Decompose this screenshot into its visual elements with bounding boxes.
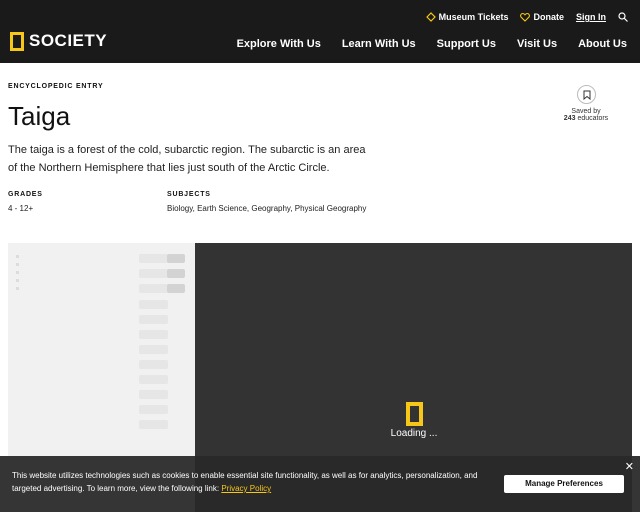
loading-logo-icon: [406, 402, 423, 426]
bookmark-icon: [583, 90, 591, 100]
placeholder-bar: [139, 300, 168, 309]
nav-explore-with-us[interactable]: Explore With Us: [236, 38, 321, 50]
donate-link[interactable]: [520, 12, 564, 22]
nav-support-us[interactable]: Support Us: [436, 38, 496, 50]
cookie-message: [12, 469, 492, 495]
search-icon[interactable]: [618, 12, 628, 22]
placeholder-bar: [139, 315, 168, 324]
logo-frame-icon: [10, 32, 24, 51]
close-icon[interactable]: ✕: [624, 461, 634, 473]
saved-count: 243: [563, 115, 576, 122]
placeholder-bar: [139, 284, 168, 293]
heart-icon: [520, 12, 530, 22]
utility-bar: [426, 12, 628, 22]
placeholder-bar: [139, 254, 168, 263]
loading-indicator: [389, 402, 439, 439]
saved-by-label: Saved by: [571, 108, 601, 115]
placeholder-dot: [16, 255, 19, 258]
loading-text: Loading ...: [390, 428, 438, 439]
page-title: Taiga: [8, 101, 71, 131]
grades-label: GRADES: [8, 191, 43, 198]
placeholder-bar: [167, 269, 185, 278]
entry-type-label: ENCYCLOPEDIC ENTRY: [8, 83, 104, 90]
main-nav: [237, 38, 627, 50]
placeholder-bar: [139, 330, 168, 339]
ticket-icon: [426, 12, 436, 22]
placeholder-bar: [139, 360, 168, 369]
placeholder-dot: [16, 279, 19, 282]
cookie-banner: [0, 456, 640, 512]
museum-tickets-label: Museum Tickets: [438, 12, 509, 22]
placeholder-dot: [16, 263, 19, 266]
site-logo[interactable]: [10, 31, 107, 51]
museum-tickets-link[interactable]: [426, 12, 509, 22]
article-description: The taiga is a forest of the cold, subarctic region. The subarctic is an area of the Northern Hemisphere that lies just south of the Arctic Circle.: [8, 144, 366, 174]
manage-preferences-button[interactable]: Manage Preferences: [504, 475, 624, 493]
donate-label: Donate: [533, 12, 564, 22]
site-header: [0, 0, 640, 63]
logo-text: SOCIETY: [29, 31, 108, 50]
placeholder-bar: [139, 390, 168, 399]
cookie-message-text: This website utilizes technologies such as cookies to enable essential site functionality, as well as for analytics, personalization, and targeted advertising. To learn more, view the following link:: [12, 471, 478, 493]
saved-count-line: [561, 115, 611, 122]
placeholder-bar: [139, 269, 168, 278]
educators-label: educators: [577, 115, 609, 122]
subjects-label: SUBJECTS: [167, 191, 211, 198]
subjects-value: Biology, Earth Science, Geography, Physical Geography: [167, 204, 367, 213]
save-widget: [561, 85, 611, 122]
grades-value: 4 - 12+: [8, 204, 34, 213]
nav-visit-us[interactable]: Visit Us: [516, 38, 558, 50]
placeholder-bar: [167, 284, 185, 293]
placeholder-dot: [16, 271, 19, 274]
nav-about-us[interactable]: About Us: [578, 38, 627, 50]
placeholder-bar: [139, 375, 168, 384]
nav-learn-with-us[interactable]: Learn With Us: [341, 38, 416, 50]
placeholder-bar: [167, 254, 185, 263]
placeholder-bar: [139, 405, 168, 414]
privacy-policy-link[interactable]: Privacy Policy: [221, 484, 272, 493]
sign-in-link[interactable]: Sign In: [576, 12, 606, 22]
placeholder-bar: [139, 345, 168, 354]
bookmark-button[interactable]: [577, 85, 596, 104]
placeholder-dot: [16, 287, 19, 290]
placeholder-bar: [139, 420, 168, 429]
